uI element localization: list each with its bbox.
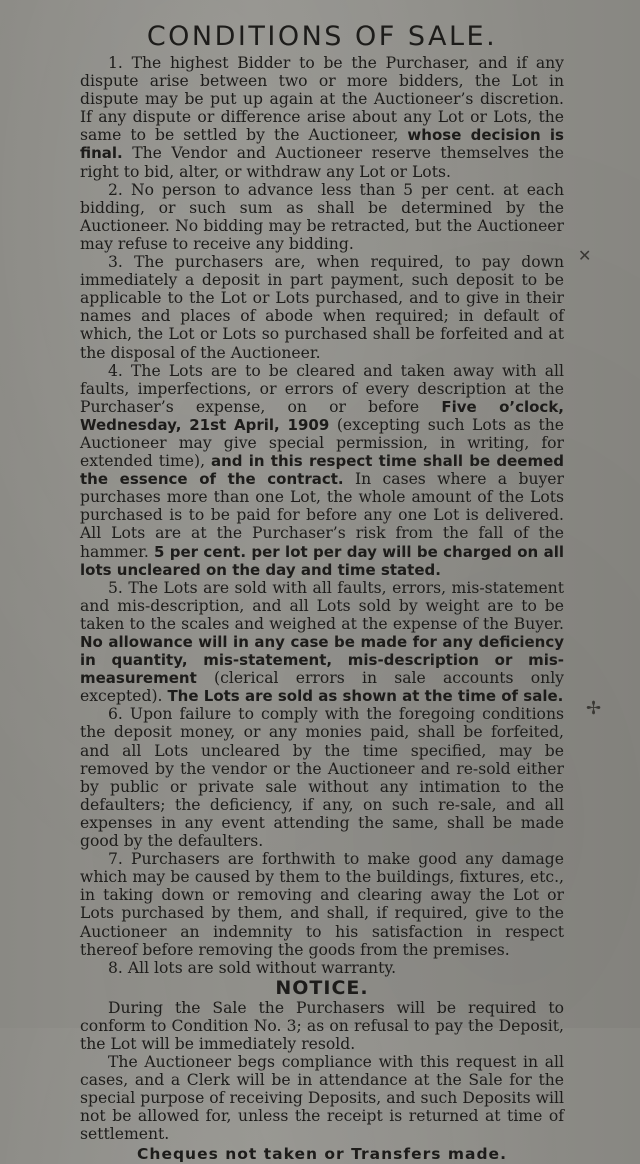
condition-number: 5.	[108, 578, 123, 597]
condition-text: The purchasers are, when required, to pay down immediately a deposit in part payment, such deposit to be applicable to the Lot or Lots purchased, and to give in their names and places of abode when required; in default of which, the Lot or Lots so purchased shall be forfeited and at the disposal of the Auctioneer.	[80, 253, 564, 362]
condition-bold-text: Five o’clock, Wednesday, 21st April, 1909	[80, 397, 565, 434]
notice-heading: NOTICE.	[275, 976, 369, 999]
condition-text: The Vendor and Auctioneer reserve themselves the right to bid, alter, or withdraw any Lot or Lots.	[80, 144, 564, 181]
condition-number: 8.	[108, 958, 123, 977]
condition-text: All lots are sold without warranty.	[127, 958, 397, 977]
margin-mark-icon: ✕	[578, 246, 592, 265]
condition-5	[80, 579, 564, 706]
condition-text: The highest Bidder to be the Purchaser, and if any dispute arise between two or more bidders, the Lot in dispute may be put up again at the Auctioneer’s discretion. If any dispute or difference arise about any Lot or Lots, the same to be settled by the Auctioneer,	[80, 54, 564, 145]
condition-text: (clerical errors in sale accounts only excepted).	[80, 669, 564, 706]
condition-text: Upon failure to comply with the foregoing conditions the deposit money, or any monies paid, shall be forfeited, and all Lots uncleared by the time specified, may be removed by the vendor or the Auctioneer and re-sold either by public or private sale without any intimation to the defaulters; the deficiency, if any, on such re-sale, and all expenses in any event attending the same, shall be made good by the defaulters.	[80, 705, 564, 851]
condition-7	[80, 850, 564, 959]
notice-paragraph: The Auctioneer begs compliance with this request in all cases, and a Clerk will be in attendance at the Sale for the special purpose of receiving Deposits, and such Deposits will not be allowed for, unless the receipt is returned at time of settlement.	[80, 1053, 564, 1144]
condition-text: In cases where a buyer purchases more than one Lot, the whole amount of the Lots purchased is to be paid for before any one Lot is delivered. All Lots are at the Purchaser’s risk from the fall of the hammer.	[80, 470, 564, 561]
condition-number: 6.	[108, 705, 123, 724]
condition-2	[80, 181, 564, 253]
conditions-of-sale-page	[80, 20, 564, 1164]
condition-number: 2.	[108, 180, 123, 199]
condition-6	[80, 705, 564, 850]
condition-text: Purchasers are forthwith to make good any damage which may be caused by them to the buildings, fixtures, etc., in taking down or removing and clearing away the Lot or Lots purchased by them, and shall, if required, give to the Auctioneer an indemnity to his satisfaction in respect thereof before removing the goods from the premises.	[80, 850, 564, 959]
condition-4	[80, 362, 564, 579]
condition-8	[80, 959, 564, 977]
condition-bold-text: The Lots are sold as shown at the time of sale.	[167, 687, 564, 706]
page-title: CONDITIONS OF SALE.	[146, 21, 498, 52]
condition-text: No person to advance less than 5 per cent. at each bidding, or such sum as shall be determined by the Auctioneer. No bidding may be retracted, but the Auctioneer may refuse to receive any bidding.	[80, 180, 564, 253]
condition-bold-text: 5 per cent. per lot per day will be charged on all lots uncleared on the day and time stated.	[80, 542, 565, 579]
condition-number: 4.	[108, 361, 123, 380]
condition-1	[80, 54, 564, 181]
condition-3	[80, 253, 564, 362]
notice-paragraph: During the Sale the Purchasers will be required to conform to Condition No. 3; as on refusal to pay the Deposit, the Lot will be immediately resold.	[80, 998, 564, 1053]
condition-bold-text: No allowance will in any case be made for any deficiency in quantity, mis-statement, mis-description or mis-measurement	[80, 633, 564, 688]
condition-text: (excepting such Lots as the Auctioneer may give special permission, in writing, for extended time),	[80, 415, 564, 471]
condition-number: 7.	[108, 850, 123, 869]
condition-text: The Lots are sold with all faults, errors, mis-statement and mis-description, and all Lots sold by weight are to be taken to the scales and weighed at the expense of the Buyer.	[80, 578, 564, 633]
margin-mark-icon: ✢	[586, 698, 602, 719]
condition-bold-text: and in this respect time shall be deemed the essence of the contract.	[80, 452, 564, 489]
condition-number: 1.	[108, 54, 123, 72]
condition-number: 3.	[108, 253, 123, 272]
final-line: Cheques not taken or Transfers made.	[137, 1144, 507, 1163]
condition-bold-text: whose decision is final.	[80, 126, 564, 163]
condition-text: The Lots are to be cleared and taken away with all faults, imperfections, or errors of every description at the Purchaser’s expense, on or before	[80, 361, 565, 416]
